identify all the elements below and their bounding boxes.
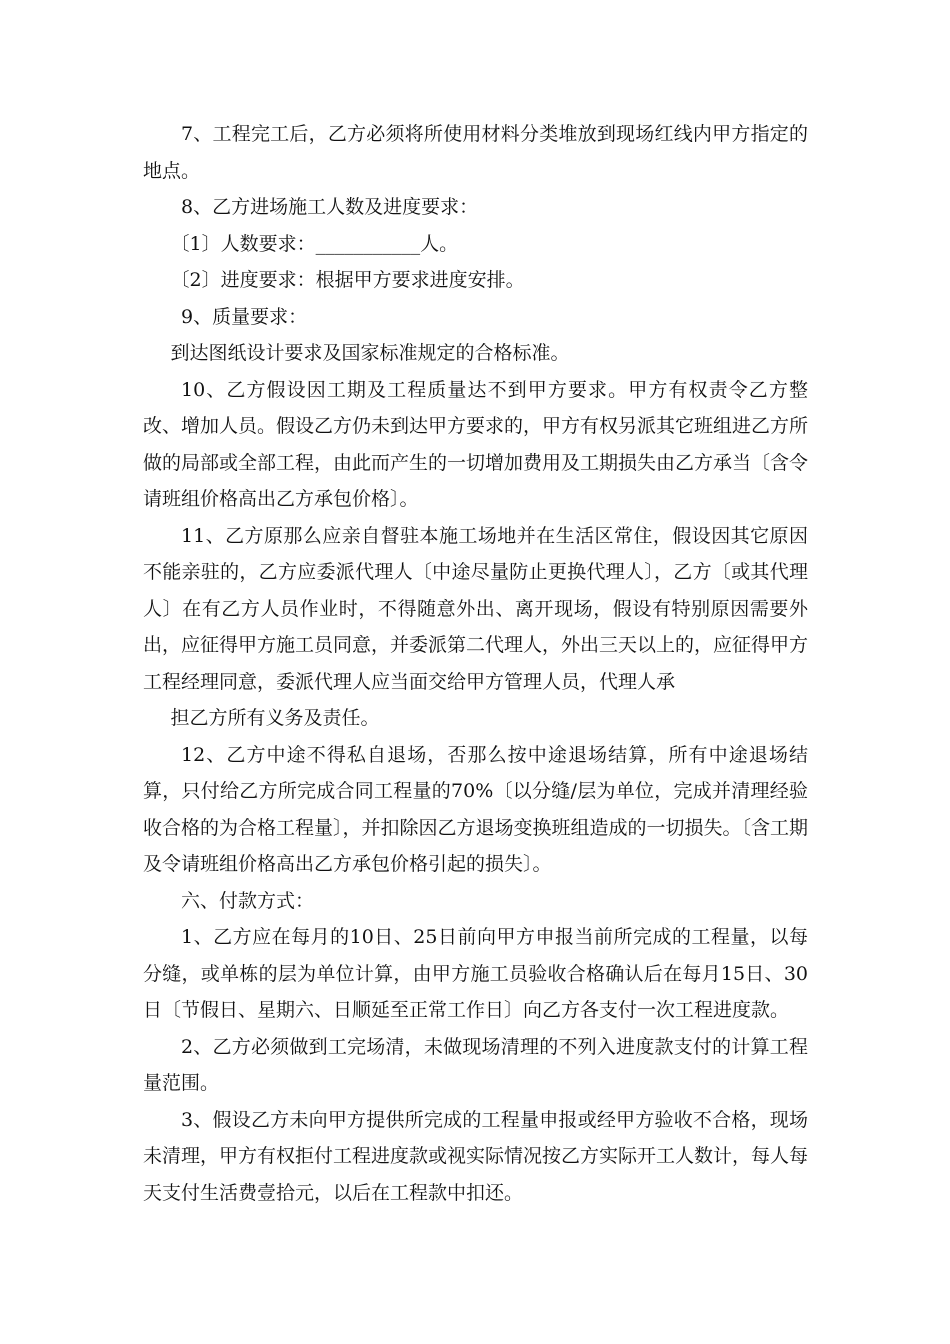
payment-clause-2: 2、乙方必须做到工完场清，未做现场清理的不列入进度款支付的计算工程量范围。 [143, 1035, 808, 1094]
clause-11: 11、乙方原那么应亲自督驻本施工场地并在生活区常住，假设因其它原因不能亲驻的，乙方应委派代理人〔中途尽量防止更换代理人〕，乙方〔或其代理人〕在有乙方人员作业时，不得随意外出、离开现场，假设有特别原因需要外出，应征得甲方施工员同意，并委派第二代理人，外出三天以上的，应征得甲方工程经理同意，委派代理人应当面交给甲方管理人员，代理人承 [143, 524, 809, 693]
clause-10: 10、乙方假设因工期及工程质量达不到甲方要求。甲方有权责令乙方整改、增加人员。假设乙方仍未到达甲方要求的，甲方有权另派其它班组进乙方所做的局部或全部工程，由此而产生的一切增加费用及工期损失由乙方承当〔含令请班组价格高出乙方承包价格〕。 [143, 378, 809, 510]
clause-9: 9、质量要求： [181, 305, 308, 328]
clause-7: 7、工程完工后，乙方必须将所使用材料分类堆放到现场红线内甲方指定的地点。 [143, 123, 808, 182]
clause-8: 8、乙方进场施工人数及进度要求： [181, 196, 479, 218]
clause-9-text: 到达图纸设计要求及国家标准规定的合格标准。 [170, 342, 570, 364]
clause-8-item-1: 〔1〕人数要求：___________人。 [170, 232, 459, 255]
payment-clause-3: 3、假设乙方未向甲方提供所完成的工程量申报或经甲方验收不合格，现场未清理，甲方有权拒付工程进度款或视实际情况按乙方实际开工人数计，每人每天支付生活费壹拾元，以后在工程款中扣还。 [143, 1108, 809, 1204]
clause-8-item-2: 〔2〕进度要求：根据甲方要求进度安排。 [170, 269, 525, 291]
document-body [143, 116, 808, 1211]
clause-11-continued: 担乙方所有义务及责任。 [170, 707, 380, 729]
clause-12: 12、乙方中途不得私自退场，否那么按中途退场结算，所有中途退场结算，只付给乙方所完成合同工程量的70%〔以分缝/层为单位，完成并清理经验收合格的为合格工程量〕，并扣除因乙方退场变换班组造成的一切损失。〔含工期及令请班组价格高出乙方承包价格引起的损失〕。 [143, 743, 809, 875]
payment-clause-1: 1、乙方应在每月的10日、25日前向甲方申报当前所完成的工程量，以每分缝，或单栋的层为单位计算，由甲方施工员验收合格确认后在每月15日、30日〔节假日、星期六、日顺延至正常工作日〕向乙方各支付一次工程进度款。 [143, 926, 808, 1021]
section-heading-payment: 六、付款方式： [181, 889, 315, 912]
